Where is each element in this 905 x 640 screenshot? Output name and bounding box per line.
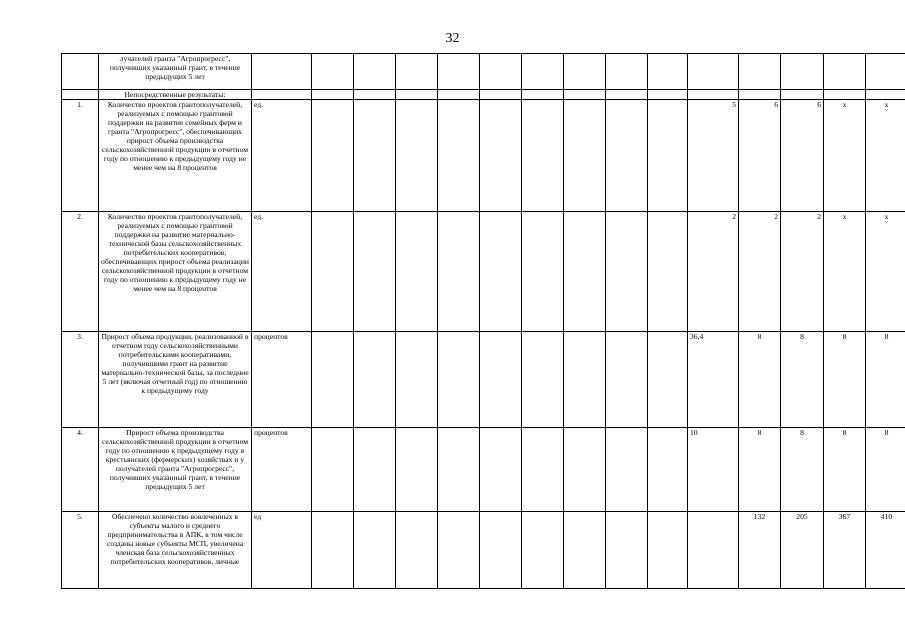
value-cell: 410 bbox=[866, 512, 905, 589]
value-cell: 205 bbox=[781, 512, 824, 589]
table-row bbox=[62, 512, 905, 589]
value-cell: 2 bbox=[739, 212, 781, 332]
table-row bbox=[62, 54, 905, 90]
value-cell: 367 bbox=[824, 512, 866, 589]
table-row bbox=[62, 100, 905, 212]
value-cell: 8 bbox=[739, 428, 781, 512]
row-unit: процентов bbox=[252, 332, 312, 428]
row-description: лучателей гранта "Агропрогресс", получивших указанный грант, в течение предыдущих 5 лет bbox=[99, 54, 252, 90]
value-cell: 2 bbox=[688, 212, 739, 332]
value-cell: х bbox=[824, 212, 866, 332]
value-cell: 2 bbox=[781, 212, 824, 332]
value-cell: 8 bbox=[781, 428, 824, 512]
value-cell: 10 bbox=[688, 428, 739, 512]
row-number: 3. bbox=[62, 332, 99, 428]
indicators-table bbox=[61, 53, 905, 589]
row-description: Количество проектов грантополучателей, реализуемых с помощью грантовой поддержки на развитие материально-технической базы сельскохозяйственных потребительских кооперативов, обеспечивающих прирост объема реализации сельскохозяйственной продукции в отчетном году по отношению к предыдущему году не менее чем на 8 процентов bbox=[99, 212, 252, 332]
value-cell: х bbox=[866, 212, 905, 332]
row-description: Обеспечено количество вовлеченных в субъекты малого и среднего предпринимательства в АПК, в том числе созданы новые субъекты МСП, увеличена членская база сельскохозяйственных потребительских кооперативов, личные bbox=[99, 512, 252, 589]
value-cell: 5 bbox=[688, 100, 739, 212]
value-cell: 36,4 bbox=[688, 332, 739, 428]
row-number: 2. bbox=[62, 212, 99, 332]
row-description: Прирост объема производства сельскохозяйственной продукции в отчетном году по отношению к предыдущему году в крестьянских (фермерских) хозяйствах и у получателей гранта "Агропрогресс", получивших указанный грант, в течение предыдущих 5 лет bbox=[99, 428, 252, 512]
value-cell bbox=[688, 512, 739, 589]
value-cell: 6 bbox=[781, 100, 824, 212]
row-number: 4. bbox=[62, 428, 99, 512]
section-heading: Непосредственные результаты: bbox=[99, 90, 252, 100]
row-description: Количество проектов грантополучателей, реализуемых с помощью грантовой поддержки на развитие семейных ферм и гранта "Агропрогресс", обеспечивающих прирост объема производства сельскохозяйственной продукции в отчетном году по отношению к предыдущему году не менее чем на 8 процентов bbox=[99, 100, 252, 212]
value-cell: 8 bbox=[739, 332, 781, 428]
row-unit: ед bbox=[252, 512, 312, 589]
value-cell: 8 bbox=[781, 332, 824, 428]
page-number: 32 bbox=[445, 31, 460, 46]
row-unit: ед. bbox=[252, 100, 312, 212]
row-description: Прирост объема продукции, реализованной в отчетном году сельскохозяйственными потребительскими кооперативами, получившими грант на развитие материально-технической базы, за последние 5 лет (включая отчетный год) по отношению к предыдущему году bbox=[99, 332, 252, 428]
row-number: 5. bbox=[62, 512, 99, 589]
value-cell: 6 bbox=[739, 100, 781, 212]
value-cell: 8 bbox=[824, 428, 866, 512]
row-unit: ед. bbox=[252, 212, 312, 332]
value-cell: х bbox=[824, 100, 866, 212]
value-cell: 8 bbox=[866, 332, 905, 428]
table-row bbox=[62, 332, 905, 428]
table-row bbox=[62, 90, 905, 100]
value-cell: 8 bbox=[866, 428, 905, 512]
table-row bbox=[62, 428, 905, 512]
table-row bbox=[62, 212, 905, 332]
value-cell: 8 bbox=[824, 332, 866, 428]
row-number: 1. bbox=[62, 100, 99, 212]
row-unit: процентов bbox=[252, 428, 312, 512]
value-cell: 132 bbox=[739, 512, 781, 589]
value-cell: х bbox=[866, 100, 905, 212]
